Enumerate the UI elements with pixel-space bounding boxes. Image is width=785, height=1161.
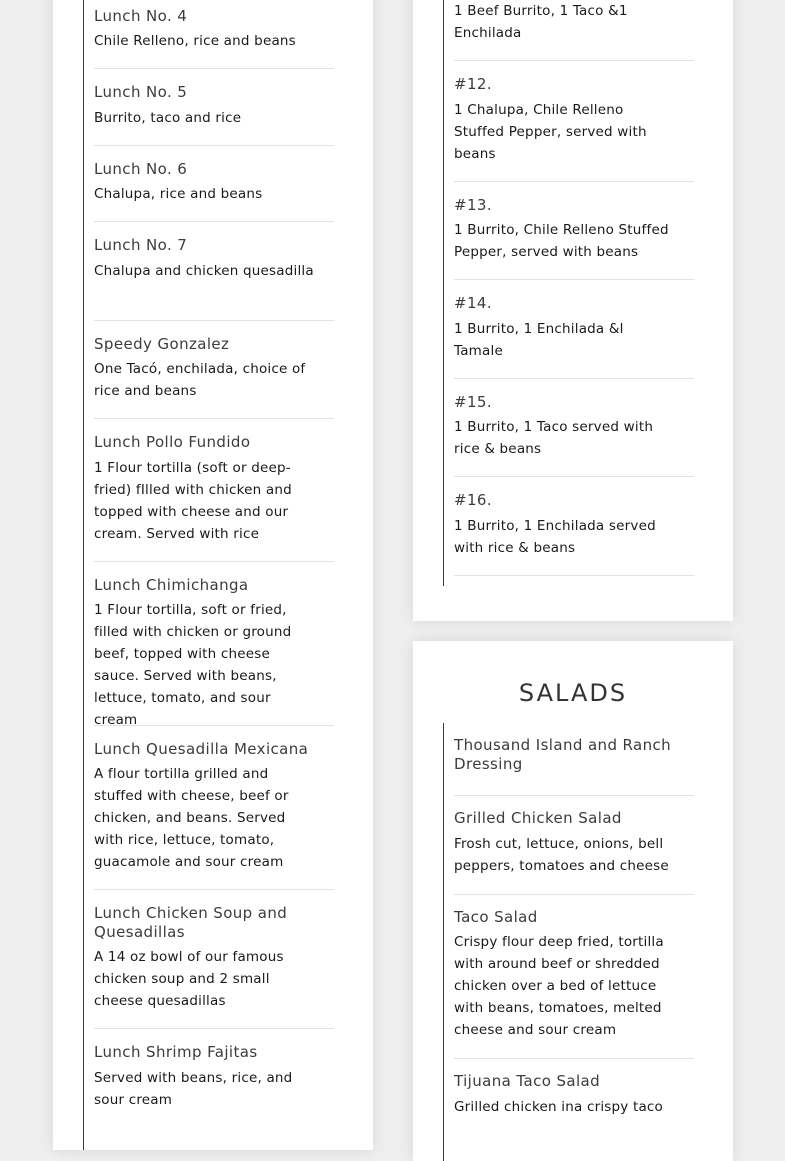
salads-card — [413, 641, 733, 1161]
menu-item-description: Chalupa and chicken quesadilla — [94, 263, 314, 279]
menu-item-description: Grilled chicken ina crispy taco — [454, 1099, 663, 1115]
menu-item-name: #12. — [454, 75, 493, 93]
menu-item-name: Tijuana Taco Salad — [454, 1072, 601, 1090]
divider — [94, 320, 334, 321]
menu-item-name: Lunch Chimichanga — [94, 576, 249, 594]
menu-item-description: 1 Burrito, Chile Relleno Stuffed Pepper, served with beans — [454, 222, 669, 260]
divider — [94, 561, 334, 562]
lunch-menu-card — [53, 0, 373, 1150]
menu-item-name: Lunch Shrimp Fajitas — [94, 1043, 258, 1061]
divider — [94, 68, 334, 69]
menu-item-name: Lunch No. 5 — [94, 83, 188, 101]
salads-list — [443, 723, 694, 1161]
divider — [454, 894, 694, 895]
menu-item-name: Thousand Island and Ranch Dressing — [454, 736, 672, 773]
menu-item-name: Lunch No. 6 — [94, 160, 188, 178]
menu-item-name: Grilled Chicken Salad — [454, 809, 622, 827]
menu-item-description: 1 Burrito, 1 Taco served with rice & beans — [454, 419, 654, 457]
divider — [94, 221, 334, 222]
menu-item-description: 1 Chalupa, Chile Relleno Stuffed Pepper, served with beans — [454, 102, 647, 162]
combo-menu-list — [443, 0, 694, 586]
divider — [454, 575, 694, 576]
menu-item-name: Speedy Gonzalez — [94, 335, 230, 353]
divider — [454, 476, 694, 477]
menu-item-description: Frosh cut, lettuce, onions, bell peppers, tomatoes and cheese — [454, 836, 669, 874]
divider — [454, 378, 694, 379]
menu-item-description: Served with beans, rice, and sour cream — [94, 1070, 293, 1108]
divider — [454, 181, 694, 182]
divider — [454, 60, 694, 61]
divider — [94, 418, 334, 419]
menu-item-description: 1 Flour tortilla, soft or fried, filled with chicken or ground beef, topped with cheese sauce. Served with beans, lettuce, tomato, and sour cream — [94, 602, 292, 728]
menu-item-name: Lunch Quesadilla Mexicana — [94, 740, 309, 758]
menu-item-name: Lunch No. 7 — [94, 236, 188, 254]
menu-item-description: A flour tortilla grilled and stuffed with cheese, beef or chicken, and beans. Served with rice, lettuce, tomato, guacamole and sour cream — [94, 766, 289, 870]
divider — [94, 145, 334, 146]
section-heading: SALADS — [518, 679, 628, 707]
menu-item-description: A 14 oz bowl of our famous chicken soup and 2 small cheese quesadillas — [94, 949, 284, 1009]
divider — [454, 1058, 694, 1059]
menu-item-description: One Tacó, enchilada, choice of rice and beans — [94, 361, 306, 399]
menu-item-name: Lunch No. 4 — [94, 7, 188, 25]
menu-item-description: 1 Burrito, 1 Enchilada served with rice & beans — [454, 518, 656, 556]
menu-item-name: Lunch Chicken Soup and Quesadillas — [94, 904, 288, 941]
menu-item-description: Crispy flour deep fried, tortilla with around beef or shredded chicken over a bed of lettuce with beans, tomatoes, melted cheese and sour cream — [454, 934, 664, 1038]
menu-item-name: Lunch Pollo Fundido — [94, 433, 251, 451]
menu-item-name: Taco Salad — [454, 908, 538, 926]
menu-item-description: 1 Beef Burrito, 1 Taco &1 Enchilada — [454, 3, 628, 41]
menu-item-description: 1 Flour tortilla (soft or deep-fried) fIlled with chicken and topped with cheese and our cream. Served with rice — [94, 460, 292, 542]
menu-item-description: Chalupa, rice and beans — [94, 186, 263, 202]
divider — [94, 725, 334, 726]
menu-item-description: Burrito, taco and rice — [94, 110, 242, 126]
divider — [454, 279, 694, 280]
menu-item-name: #15. — [454, 393, 493, 411]
lunch-menu-list — [83, 0, 334, 1150]
menu-item-description: 1 Burrito, 1 Enchilada &l Tamale — [454, 321, 624, 359]
divider — [94, 889, 334, 890]
combo-menu-card — [413, 0, 733, 621]
divider — [94, 1028, 334, 1029]
menu-item-name: #16. — [454, 491, 493, 509]
menu-item-description: Chile Relleno, rice and beans — [94, 33, 296, 49]
divider — [454, 795, 694, 796]
menu-item-name: #13. — [454, 196, 493, 214]
menu-item-name: #14. — [454, 294, 493, 312]
